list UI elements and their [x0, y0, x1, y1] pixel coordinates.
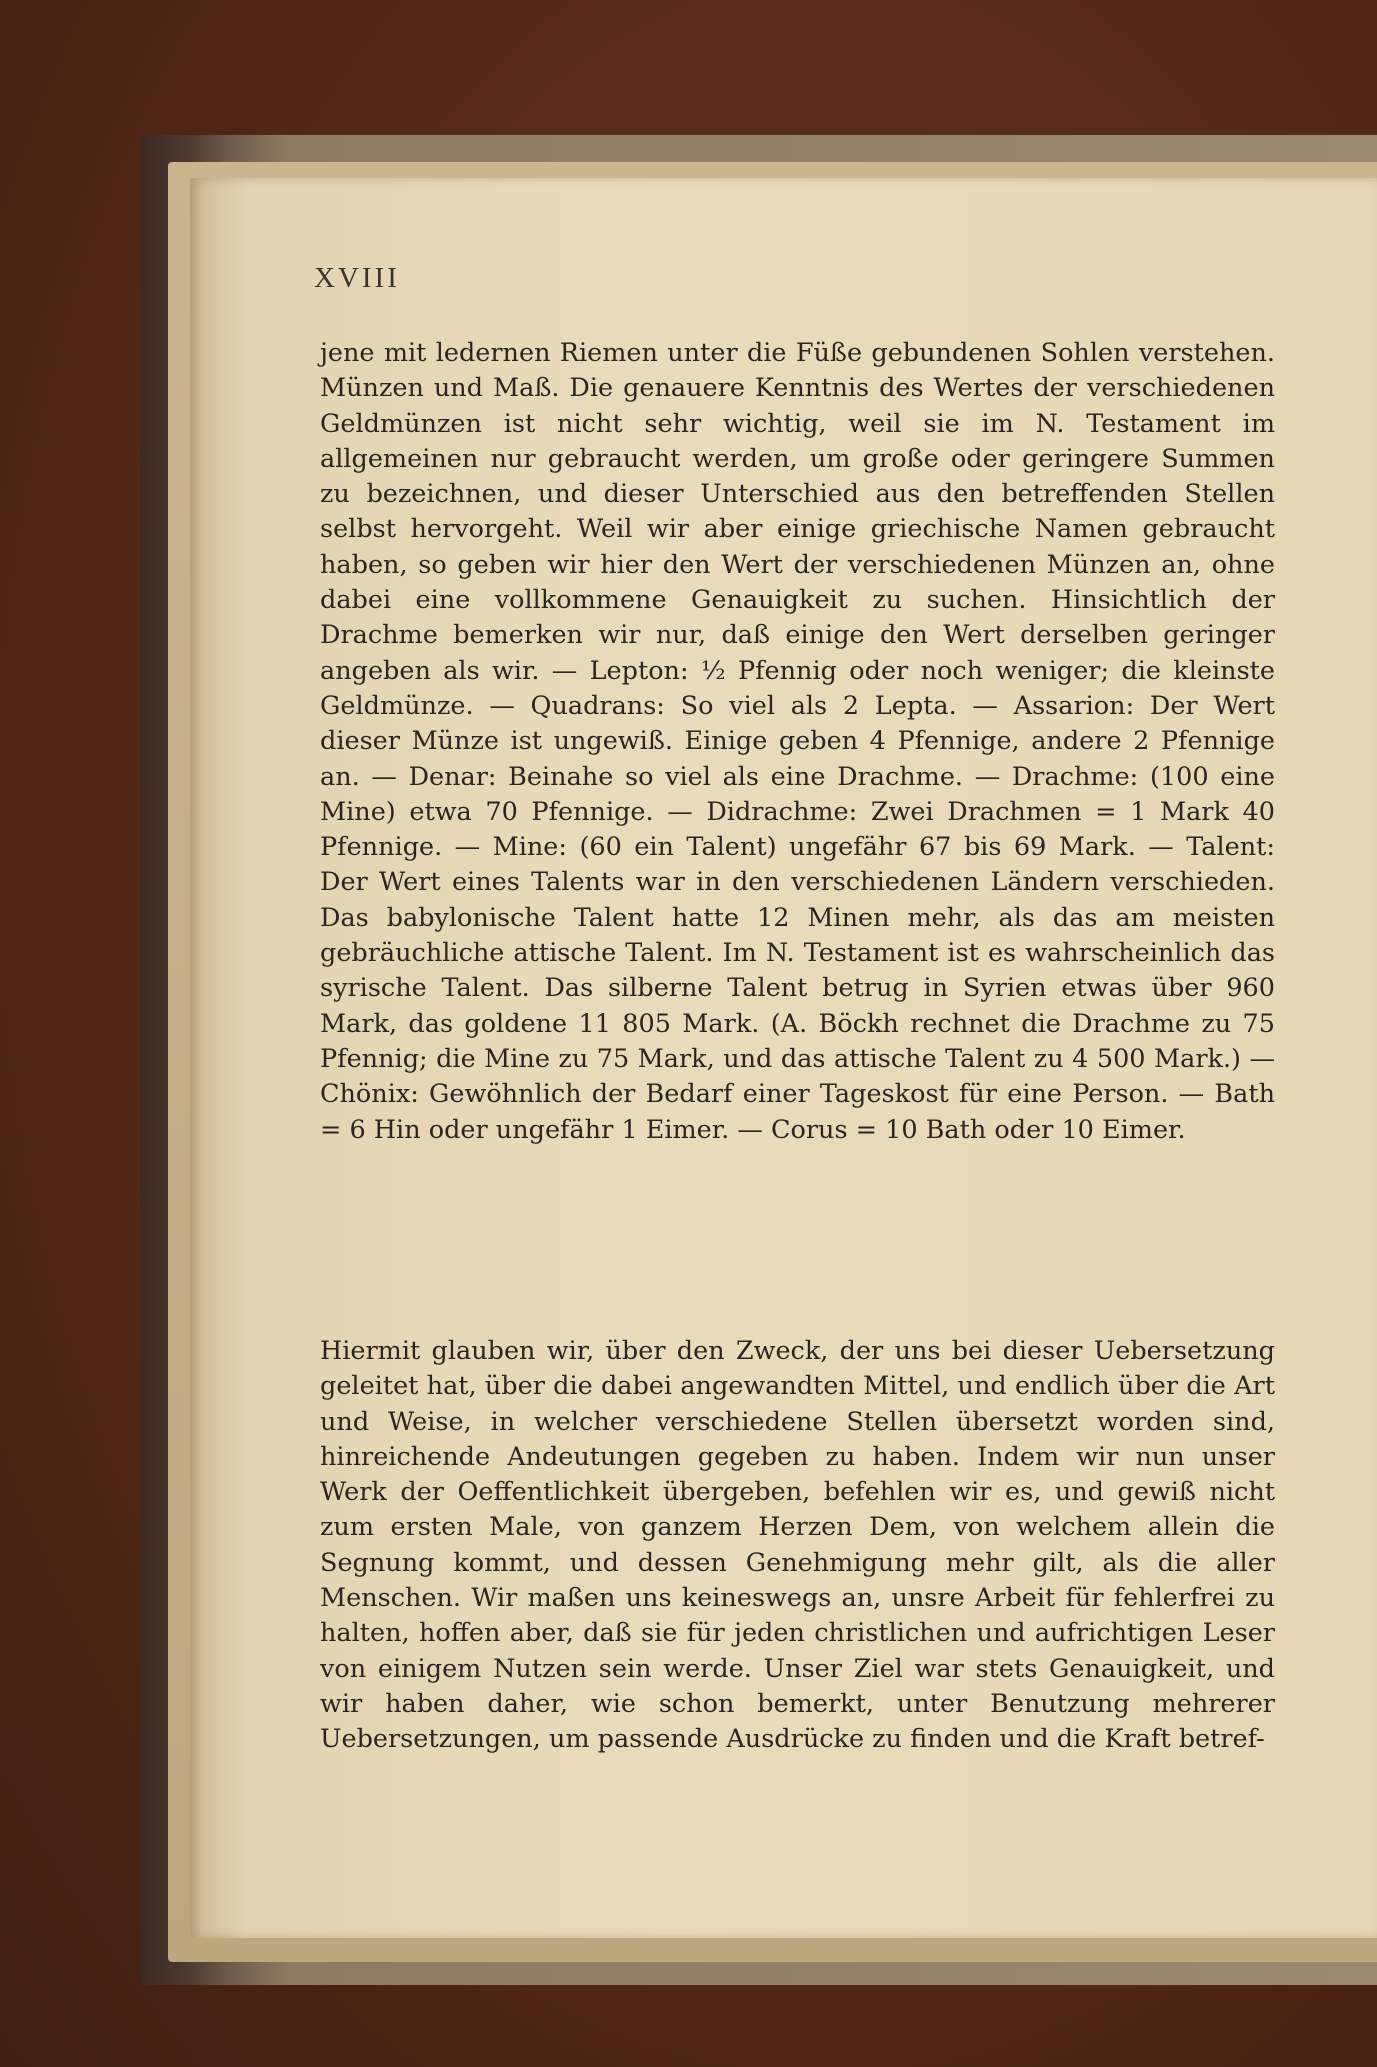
paragraph-closing: Hiermit glauben wir, über den Zweck, der uns bei dieser Uebersetzung geleitet hat, über die dabei angewandten Mittel, und endlich über die Art und Weise, in welcher verschiedene Stellen übersetzt worden sind, hinreichende Andeutungen gegeben zu haben. Indem wir nun unser Werk der Oeffentlichkeit übergeben, befehlen wir es, und gewiß nicht zum ersten Male, von ganzem Herzen Dem, von welchem allein die Segnung kommt, und dessen Genehmigung mehr gilt, als die aller Menschen. Wir maßen uns keineswegs an, unsre Arbeit für fehlerfrei zu halten, hoffen aber, daß sie für jeden christlichen und aufrichtigen Leser von einigem Nutzen sein werde. Unser Ziel war stets Genauigkeit, und wir haben daher, wie schon bemerkt, unter Benutzung mehrerer Uebersetzungen, um passende Ausdrücke zu finden und die Kraft betref-	[320, 1336, 1275, 1755]
paragraph-coins-and-measures: jene mit ledernen Riemen unter die Füße gebundenen Sohlen verstehen. Münzen und Maß. Die genauere Kenntnis des Wertes der verschiedenen Geldmünzen ist nicht sehr wichtig, weil sie im N. Testament im allgemeinen nur gebraucht werden, um große oder geringere Summen zu bezeichnen, und dieser Unterschied aus den betreffenden Stellen selbst hervorgeht. Weil wir aber einige griechische Namen gebraucht haben, so geben wir hier den Wert der verschiedenen Münzen an, ohne dabei eine vollkommene Genauigkeit zu suchen. Hinsichtlich der Drachme bemerken wir nur, daß einige den Wert derselben geringer angeben als wir. — Lepton: ½ Pfennig oder noch weniger; die kleinste Geldmünze. — Quadrans: So viel als 2 Lepta. — Assarion: Der Wert dieser Münze ist ungewiß. Einige geben 4 Pfennige, andere 2 Pfennige an. — Denar: Beinahe so viel als eine Drachme. — Drachme: (100 eine Mine) etwa 70 Pfennige. — Didrachme: Zwei Drachmen = 1 Mark 40 Pfennige. — Mine: (60 ein Talent) ungefähr 67 bis 69 Mark. — Talent: Der Wert eines Talents war in den verschiedenen Ländern verschieden. Das babylonische Talent hatte 12 Minen mehr, als das am meisten gebräuchliche attische Talent. Im N. Testament ist es wahrscheinlich das syrische Talent. Das silberne Talent betrug in Syrien etwas über 960 Mark, das goldene 11 805 Mark. (A. Böckh rechnet die Drachme zu 75 Pfennig; die Mine zu 75 Mark, und das attische Talent zu 4 500 Mark.) — Chönix: Gewöhnlich der Bedarf einer Tageskost für eine Person. — Bath = 6 Hin oder ungefähr 1 Eimer. — Corus = 10 Bath oder 10 Eimer.	[320, 338, 1275, 1145]
page-number: XVIII	[314, 262, 400, 294]
